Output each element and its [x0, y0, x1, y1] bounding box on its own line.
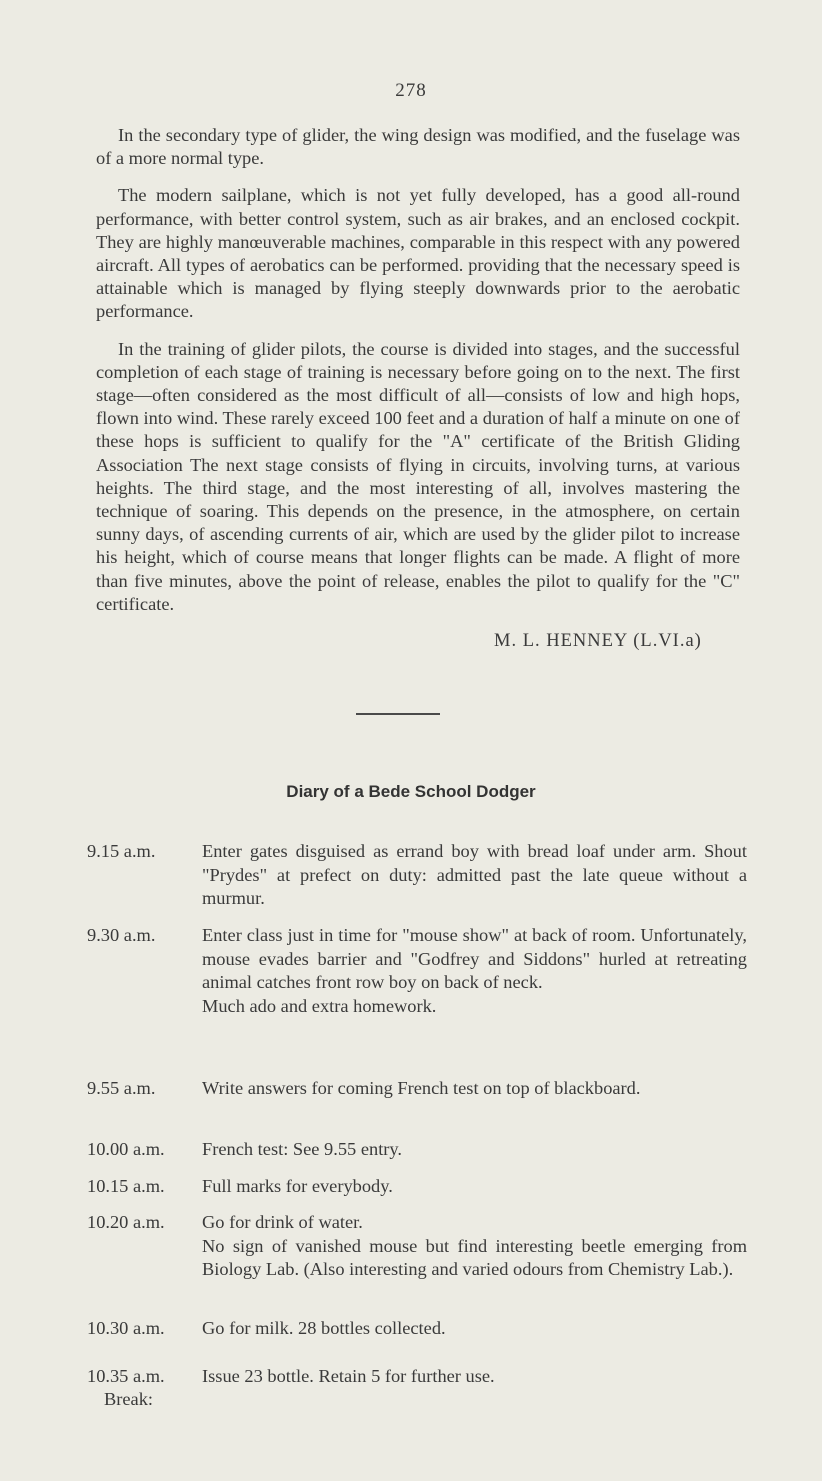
diary-entry	[87, 1077, 747, 1137]
author-signature: M. L. HENNEY (L.VI.a)	[494, 631, 702, 651]
diary-entry	[87, 1211, 747, 1279]
entry-time: 9.30 a.m.	[87, 925, 156, 945]
entry-time: 10.00 a.m.	[87, 1139, 165, 1159]
article-paragraph: In the secondary type of glider, the wing design was modified, and the fuselage was of a more normal type.	[96, 125, 740, 169]
diary-title: Diary of a Bede School Dodger	[286, 782, 536, 801]
entry-time: 10.15 a.m.	[87, 1176, 165, 1196]
glider-article	[96, 124, 740, 630]
diary-entry	[87, 840, 747, 908]
entry-text: Issue 23 bottle. Retain 5 for further use.	[202, 1366, 495, 1386]
article-paragraph: In the training of glider pilots, the course is divided into stages, and the successful completion of each stage of training is necessary before going on to the next. The first stage—often considered as the most difficult of all—consists of low and high hops, flown into wind. These rarely exceed 100 feet and a duration of half a minute on one of these hops is sufficient to qualify for the "A" certificate of the British Gliding Association The next stage consists of flying in circuits, involving turns, at various heights. The third stage, and the most interesting of all, involves mastering the technique of soaring. This depends on the presence, in the atmosphere, on certain sunny days, of ascending currents of air, which are used by the glider pilot to increase his height, which of course means that longer flights can be made. A flight of more than five minutes, above the point of release, enables the pilot to qualify for the "C" certificate.	[96, 338, 740, 614]
entry-time: 9.15 a.m.	[87, 841, 156, 861]
entry-text: Go for milk. 28 bottles collected.	[202, 1318, 446, 1338]
entry-text: Enter gates disguised as errand boy with bread loaf under arm. Shout "Prydes" at prefect on duty: admitted past the late queue without a murmur.	[202, 841, 747, 908]
entry-text: Go for drink of water.	[202, 1212, 363, 1232]
section-divider	[356, 713, 440, 715]
entry-time: 9.55 a.m.	[87, 1078, 156, 1098]
entry-time: 10.30 a.m.	[87, 1318, 165, 1338]
entry-text: Enter class just in time for "mouse show" at back of room. Unfortunately, mouse evades barrier and "Godfrey and Siddons" hurled at retreating animal catches front row boy on back of neck.	[202, 925, 747, 992]
break-label: Break:	[104, 1389, 154, 1409]
entry-text: Full marks for everybody.	[202, 1176, 393, 1196]
entry-text: French test: See 9.55 entry.	[202, 1139, 403, 1159]
entry-text: Write answers for coming French test on top of blackboard.	[202, 1078, 641, 1098]
entry-time: 10.20 a.m.	[87, 1212, 165, 1232]
entry-text-continued: No sign of vanished mouse but find interesting beetle emerging from Biology Lab. (Also interesting and varied odours from Chemistry Lab.).	[202, 1235, 747, 1279]
page-number: 278	[395, 80, 427, 101]
entry-text-continued: Much ado and extra homework.	[202, 995, 437, 1016]
article-paragraph: The modern sailplane, which is not yet fully developed, has a good all-round performance, with better control system, such as air brakes, and an enclosed cockpit. They are highly manœuverable machines, comparable in this respect with any powered aircraft. All types of aerobatics can be performed. providing that the necessary speed is attainable which is managed by flying steeply downwards prior to the aerobatic performance.	[96, 185, 740, 322]
entry-time: 10.35 a.m.	[87, 1366, 165, 1386]
diary-entry	[87, 1365, 747, 1425]
diary-entry	[87, 924, 747, 1016]
